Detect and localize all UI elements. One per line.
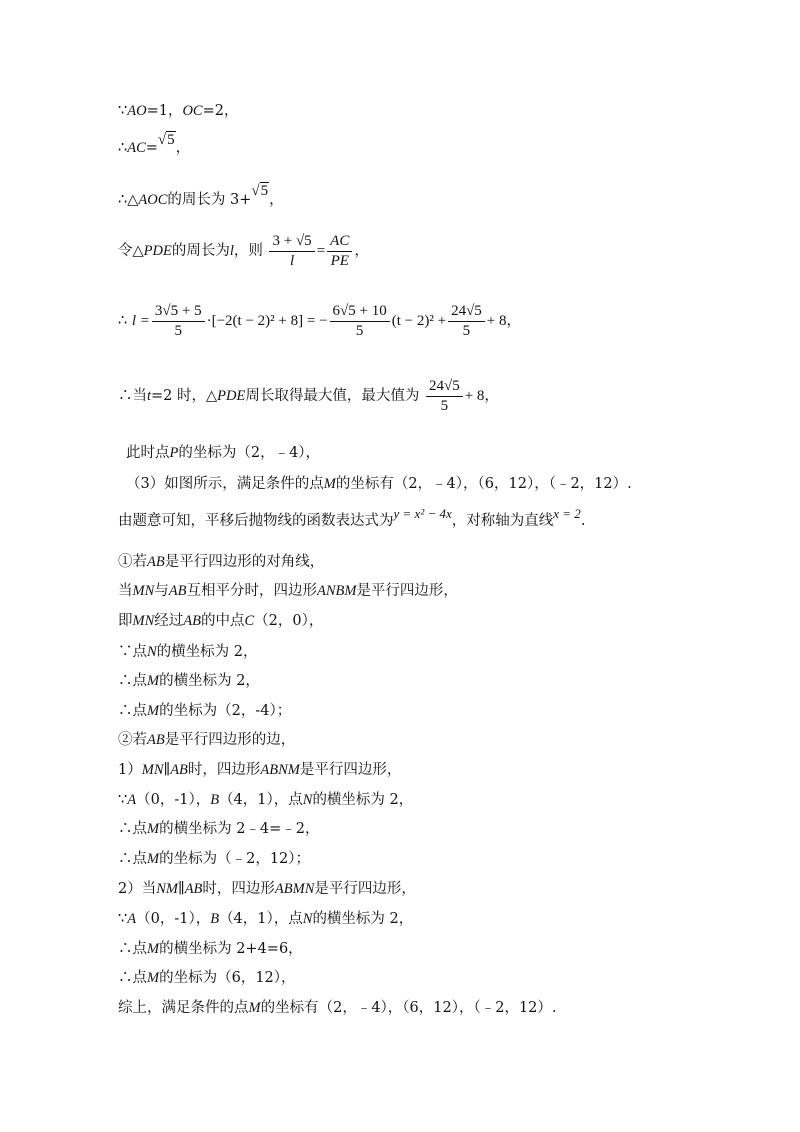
text: ∴当: [118, 388, 147, 404]
line-m-coord-1: [118, 701, 291, 721]
line-m-coord-3: [118, 968, 296, 988]
var-abmn: ABMN: [274, 881, 315, 897]
var-a: A: [127, 911, 137, 927]
var-pde: PDE: [217, 388, 246, 404]
text: 的坐标有（2，﹣4），（6，12），（﹣2，12）.: [335, 476, 632, 492]
expr-parabola: y = x² − 4x: [393, 506, 452, 521]
text: 综上，满足条件的点: [118, 1000, 249, 1016]
text: 当: [118, 583, 133, 599]
numerator: AC: [327, 233, 352, 252]
text: .: [580, 513, 586, 529]
text: 的坐标为（6，12），: [159, 970, 296, 986]
var-ao: AO: [127, 103, 147, 119]
text: （4，1），点: [219, 792, 303, 808]
text: 的横坐标为 2，: [312, 911, 414, 927]
text: ∥: [163, 762, 171, 778]
var-ab: AB: [184, 881, 203, 897]
text: 1）: [118, 762, 142, 778]
var-ab: AB: [147, 554, 165, 570]
line-m-x-2: [118, 819, 320, 839]
radicand: 5: [167, 132, 175, 148]
var-a: A: [127, 792, 137, 808]
line-bisect: [118, 581, 458, 601]
var-n: N: [302, 911, 313, 927]
line-m-x-3: [118, 939, 303, 959]
text: 的横坐标为 2+4=6，: [159, 941, 303, 957]
text: ∴点: [118, 703, 147, 719]
line-point-p: [126, 443, 320, 463]
text: 的横坐标为 2﹣4=﹣2，: [159, 821, 320, 837]
denominator: 5: [174, 322, 182, 339]
line-sub2: [118, 879, 416, 899]
text: （2，0），: [254, 613, 324, 629]
therefore-symbol: ∴: [118, 140, 128, 156]
var-c: C: [244, 613, 255, 629]
text: 是平行四边形，: [356, 583, 458, 599]
var-m: M: [147, 673, 160, 689]
line-part3: [126, 474, 632, 494]
text: （4，1），点: [219, 911, 303, 927]
text: 与: [154, 583, 169, 599]
text: 是平行四边形，: [314, 881, 416, 897]
line-m-x: [118, 671, 260, 691]
line-m-coord-2: [118, 849, 310, 869]
var-mn: MN: [141, 762, 164, 778]
text: （3）如图所示，满足条件的点: [126, 476, 324, 492]
text: ∴△: [118, 192, 139, 208]
text: 时，四边形: [202, 881, 275, 897]
var-pde: PDE: [143, 243, 172, 259]
line-coords-a-b-1: [118, 790, 413, 810]
text: =2，: [202, 103, 239, 119]
line-ac: [118, 132, 191, 158]
text: =2 时，△: [151, 388, 218, 404]
text: 是平行四边形的边，: [164, 732, 296, 748]
var-m: M: [147, 703, 160, 719]
text: 的横坐标为 2，: [159, 673, 260, 689]
radicand: 5: [260, 183, 269, 199]
var-p: P: [169, 445, 179, 461]
text: 的坐标为（2，﹣4），: [178, 445, 321, 461]
text: ∵: [118, 911, 128, 927]
text: 的周长为: [171, 243, 230, 259]
line-case2: [118, 730, 295, 750]
text: ①若: [118, 554, 147, 570]
text: ∴点: [118, 941, 147, 957]
text: （0，-1），: [136, 911, 211, 927]
denominator: 5: [462, 322, 471, 339]
line-l-expression: [118, 302, 521, 340]
text: 的周长为 3+: [167, 192, 252, 208]
text: 周长取得最大值，最大值为: [245, 388, 420, 404]
text: ∵点: [118, 644, 147, 660]
line-midpoint: [118, 611, 323, 631]
text: ∴点: [118, 673, 147, 689]
numerator: 24√5: [426, 378, 463, 397]
var-ab: AB: [147, 732, 165, 748]
text: ∴点: [118, 821, 147, 837]
expr-tail: + 8: [464, 388, 485, 404]
text: 是平行四边形，: [299, 762, 402, 778]
text: ∴点: [118, 851, 147, 867]
var-l: l: [229, 243, 234, 259]
var-anbm: ANBM: [316, 583, 357, 599]
fraction: [152, 303, 205, 340]
fraction: [426, 378, 463, 415]
text: ∵: [118, 792, 128, 808]
sqrt-expr: √5: [251, 183, 269, 199]
var-abnm: ABNM: [260, 762, 300, 778]
line-translated-parabola: [118, 506, 586, 531]
text: ，: [175, 140, 191, 156]
text: ，: [484, 388, 499, 404]
sqrt-expr: √5: [157, 132, 175, 148]
fraction: [330, 303, 390, 340]
therefore-symbol: ∴: [118, 313, 128, 329]
text: 的坐标为（﹣2，12）；: [159, 851, 311, 867]
var-aoc: AOC: [138, 192, 168, 208]
var-ab: AB: [183, 613, 201, 629]
line-case1: [118, 552, 324, 572]
because-symbol: ∵: [118, 103, 128, 119]
line-perimeter-aoc: [118, 183, 284, 210]
var-n: N: [302, 792, 313, 808]
text: 互相平分时，四边形: [186, 583, 317, 599]
fraction: [327, 233, 352, 270]
numerator: 3√5 + 5: [152, 303, 205, 322]
fraction: [448, 303, 485, 340]
expr-axis: x = 2: [553, 506, 581, 521]
var-ab: AB: [168, 583, 187, 599]
text: 由题意可知，平移后抛物线的函数表达式为: [118, 513, 394, 529]
var-nm: NM: [156, 881, 178, 897]
var-mn: MN: [132, 583, 155, 599]
denominator: PE: [330, 252, 349, 269]
var-m: M: [147, 821, 160, 837]
denominator: 5: [440, 397, 449, 414]
numerator: 3 + √5: [269, 233, 314, 252]
text: ②若: [118, 732, 147, 748]
expr-bracket: ·[−2(t − 2)² + 8] = −: [206, 313, 328, 329]
expr-mid: (t − 2)² +: [391, 313, 447, 329]
text: ，对称轴为直线: [451, 513, 554, 529]
text: ，: [506, 313, 522, 329]
text: 的中点: [200, 613, 245, 629]
text: 的横坐标为 2，: [156, 644, 258, 660]
text: ∥: [177, 881, 185, 897]
line-max-value: [118, 377, 499, 415]
text: （0，-1），: [136, 792, 211, 808]
var-m: M: [323, 476, 336, 492]
text: 2）当: [118, 881, 157, 897]
text: 经过: [154, 613, 184, 629]
numerator: 24√5: [448, 303, 485, 322]
text: ∴点: [118, 970, 147, 986]
expr-tail: + 8: [486, 313, 507, 329]
var-ac: AC: [127, 140, 146, 156]
line-coords-a-b-2: [118, 909, 413, 929]
var-t: t: [147, 388, 152, 404]
text: =1，: [146, 103, 183, 119]
equals: =: [316, 243, 326, 259]
numerator: 6√5 + 10: [330, 303, 390, 322]
var-ab: AB: [170, 762, 188, 778]
text: 令△: [118, 243, 144, 259]
text: 的坐标有（2，﹣4），（6，12），（﹣2，12）.: [260, 1000, 557, 1016]
text: ，: [269, 192, 284, 208]
var-mn: MN: [132, 613, 155, 629]
text: ，: [354, 243, 369, 259]
var-n: N: [147, 644, 157, 660]
var-m: M: [147, 941, 160, 957]
line-let-perimeter: [118, 232, 369, 270]
line-ao-oc: [118, 101, 238, 121]
var-b: B: [210, 911, 220, 927]
text: 即: [118, 613, 133, 629]
line-sub1: [118, 760, 401, 780]
denominator: 5: [355, 322, 364, 339]
var-m: M: [147, 970, 160, 986]
text: =: [145, 140, 158, 156]
line-summary: [118, 998, 557, 1018]
text: 时，四边形: [187, 762, 261, 778]
denominator: l: [290, 252, 295, 269]
var-m: M: [248, 1000, 261, 1016]
text: 的坐标为（2，-4）；: [159, 703, 292, 719]
expr-l: l =: [131, 313, 150, 329]
var-m: M: [147, 851, 160, 867]
line-n-x: [118, 642, 258, 662]
text: 此时点: [126, 445, 170, 461]
text: ，则: [233, 243, 263, 259]
var-oc: OC: [182, 103, 203, 119]
text: 是平行四边形的对角线，: [164, 554, 325, 570]
fraction: [269, 233, 314, 270]
var-b: B: [210, 792, 220, 808]
text: 的横坐标为 2，: [312, 792, 414, 808]
